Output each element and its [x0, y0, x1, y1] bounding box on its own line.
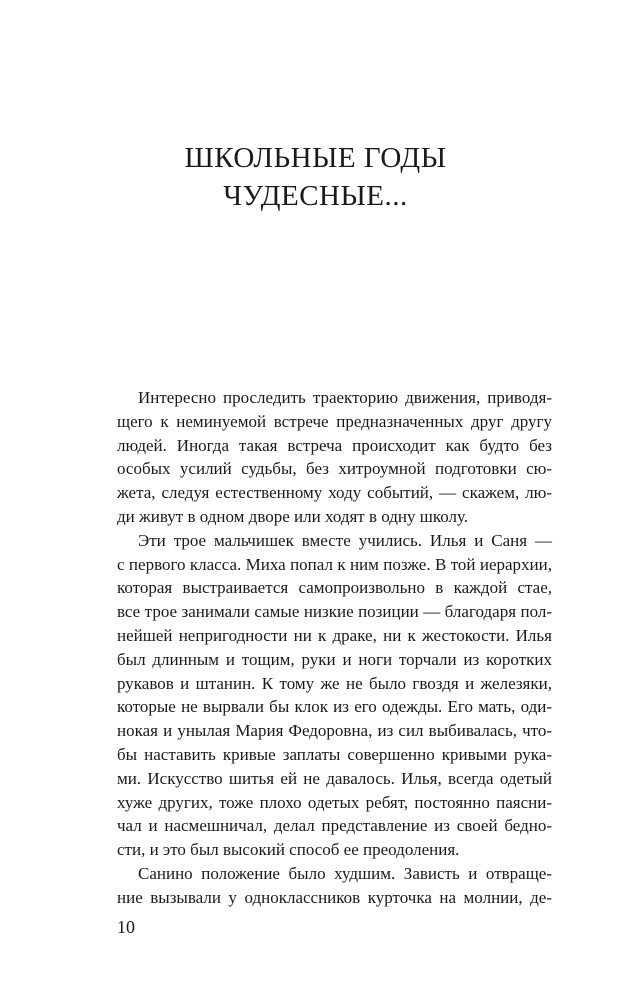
chapter-title: [0, 139, 631, 215]
text-line: людей. Иногда такая встреча происходит как будто без: [117, 435, 552, 455]
text-line: Санино положение было худшим. Зависть и отвраще-: [138, 863, 552, 883]
text-line: чал и насмешничал, делал представление из своей бедно-: [117, 816, 552, 836]
text-line: Интересно проследить траекторию движения, приводя-: [138, 388, 552, 407]
text-line: щего к неминуемой встрече предназначенных друг другу: [117, 411, 552, 431]
text-line: нокая и унылая Мария Федоровна, из сил выбивалась, что-: [117, 721, 552, 741]
text-line: хуже других, тоже плохо одетых ребят, постоянно паясни-: [117, 792, 552, 812]
text-line: ние вызывали у одноклассников курточка на молнии, де-: [117, 887, 552, 907]
text-line: нейшей непригодности ни к драке, ни к жестокости. Илья: [117, 625, 552, 645]
text-line: бы наставить кривые заплаты совершенно кривыми рука-: [117, 744, 552, 764]
chapter-title-line-2: ЧУДЕСНЫЕ...: [223, 180, 408, 213]
text-line: был длинным и тощим, руки и ноги торчали из коротких: [117, 649, 552, 669]
text-line: ми. Искусство шитья ей не давалось. Илья, всегда одетый: [117, 768, 552, 788]
text-line: ди живут в одном дворе или ходят в одну школу.: [117, 506, 469, 526]
page-number: 10: [117, 917, 135, 937]
text-line: которая выстраивается самопроизвольно в каждой стае,: [117, 578, 552, 598]
body-text: [117, 386, 552, 910]
text-line: Эти трое мальчишек вместе учились. Илья и Саня —: [138, 530, 552, 550]
text-line: с первого класса. Миха попал к ним позже. В той иерархии,: [117, 554, 552, 574]
text-line: особых усилий судьбы, без хитроумной подготовки сю-: [117, 459, 552, 479]
text-line: рукавов и штанин. К тому же не было гвоздя и железяки,: [117, 673, 552, 693]
text-line: которые не вырвали бы клок из его одежды. Его мать, оди-: [117, 697, 552, 717]
text-line: жета, следуя естественному ходу событий, — скажем, лю-: [117, 483, 552, 503]
chapter-title-line-1: ШКОЛЬНЫЕ ГОДЫ: [184, 142, 447, 175]
text-line: сти, и это был высокий способ ее преодоления.: [117, 840, 460, 860]
text-line: все трое занимали самые низкие позиции — благодаря пол-: [117, 602, 552, 622]
